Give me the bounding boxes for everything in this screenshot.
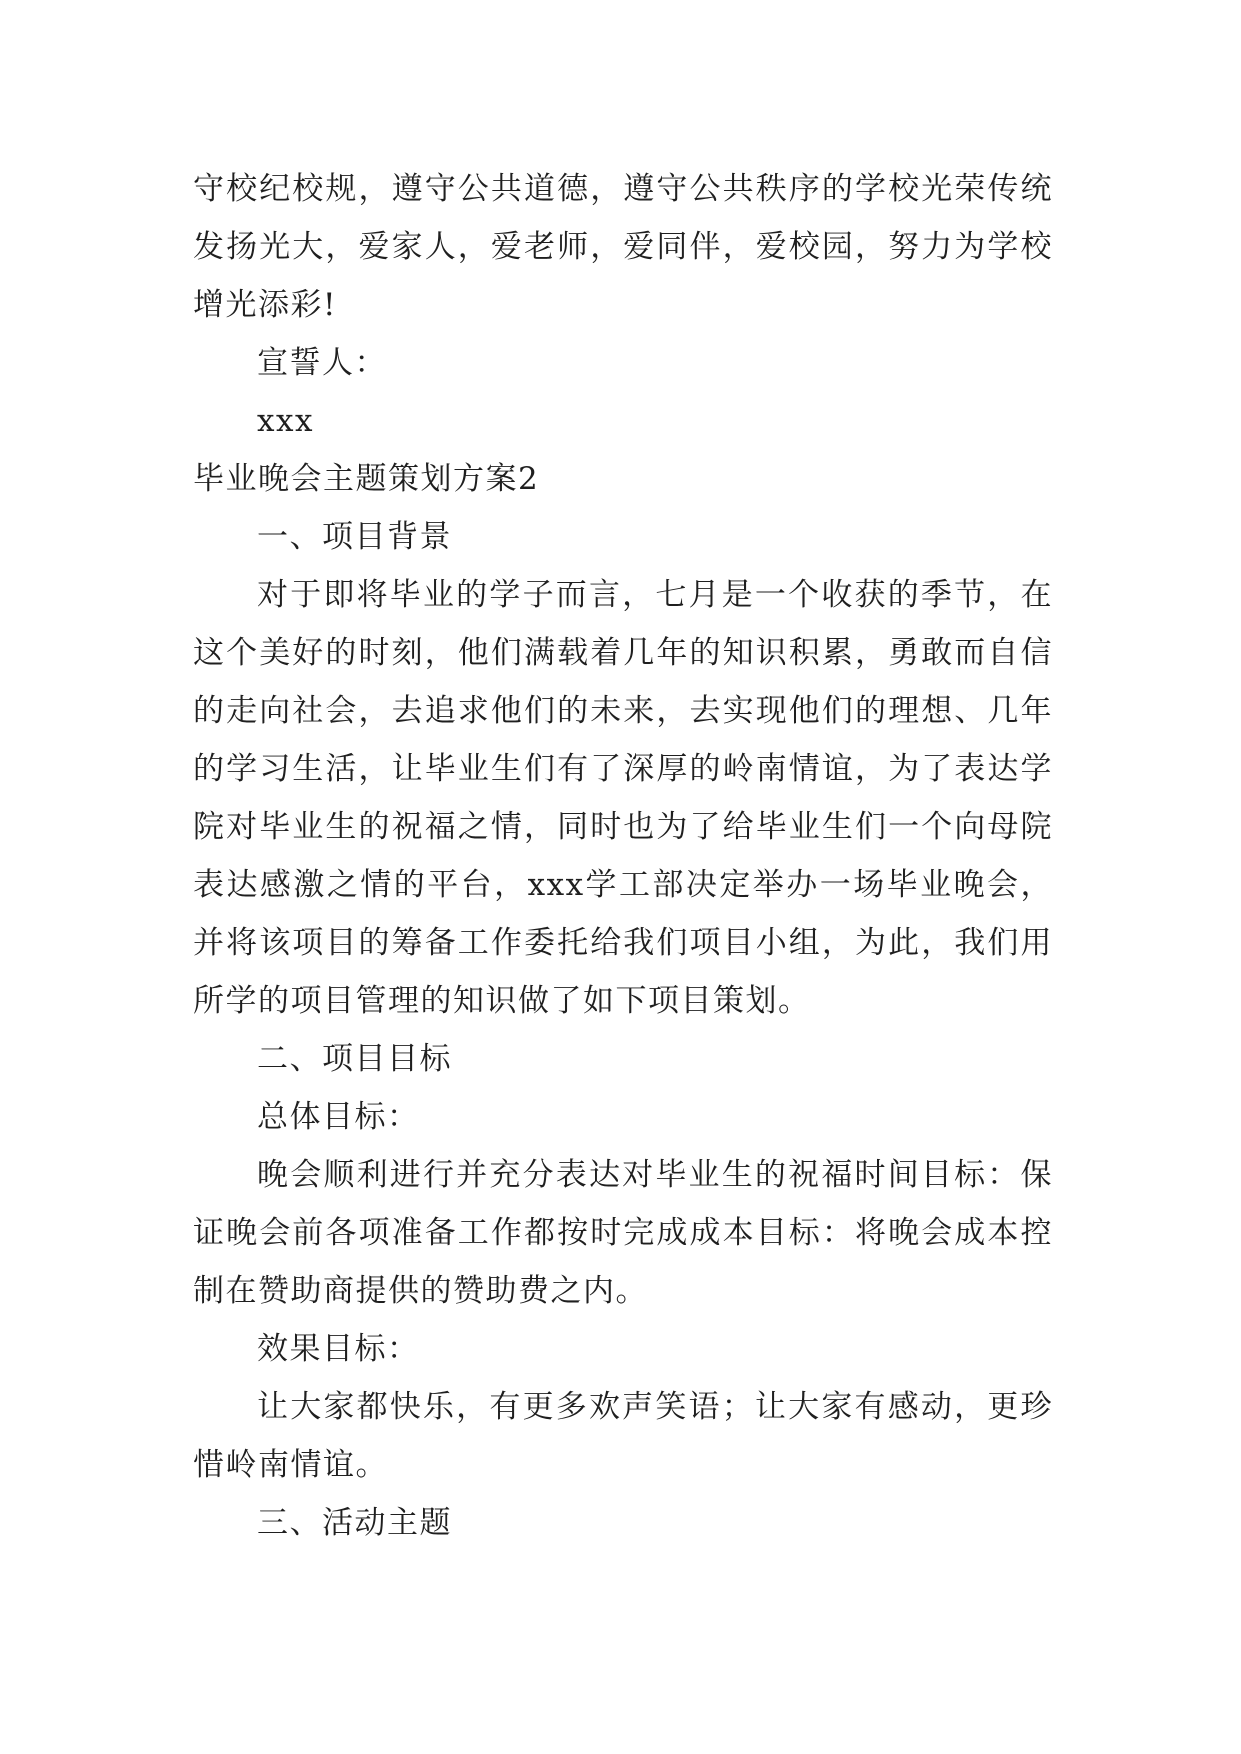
section-title: 毕业晚会主题策划方案2 — [193, 461, 540, 497]
paragraph-overall-goal: 晚会顺利进行并充分表达对毕业生的祝福时间目标：保证晚会前各项准备工作都按时完成成本目标：将晚会成本控制在赞助商提供的赞助费之内。 — [193, 1157, 1053, 1309]
paragraph-oath-signer-label: 宣誓人： — [257, 345, 387, 381]
heading-activity-theme: 三、活动主题 — [257, 1505, 452, 1541]
heading-project-background: 一、项目背景 — [257, 519, 452, 555]
paragraph-project-background: 对于即将毕业的学子而言，七月是一个收获的季节，在这个美好的时刻，他们满载着几年的知识积累，勇敢而自信的走向社会，去追求他们的未来，去实现他们的理想、几年的学习生活，让毕业生们有了深厚的岭南情谊，为了表达学院对毕业生的祝福之情，同时也为了给毕业生们一个向母院表达感激之情的平台，xxx学工部决定举办一场毕业晚会，并将该项目的筹备工作委托给我们项目小组，为此，我们用所学的项目管理的知识做了如下项目策划。 — [193, 577, 1053, 1019]
paragraph-oath-text: 守校纪校规，遵守公共道德，遵守公共秩序的学校光荣传统发扬光大，爱家人，爱老师，爱同伴，爱校园，努力为学校增光添彩! — [193, 171, 1053, 323]
document-body — [193, 160, 1053, 1552]
heading-overall-goal: 总体目标： — [257, 1099, 420, 1135]
heading-effect-goal: 效果目标： — [257, 1331, 420, 1367]
paragraph-oath-signer-name: xxx — [257, 403, 314, 439]
paragraph-effect-goal: 让大家都快乐，有更多欢声笑语；让大家有感动，更珍惜岭南情谊。 — [193, 1389, 1053, 1483]
heading-project-goals: 二、项目目标 — [257, 1041, 452, 1077]
